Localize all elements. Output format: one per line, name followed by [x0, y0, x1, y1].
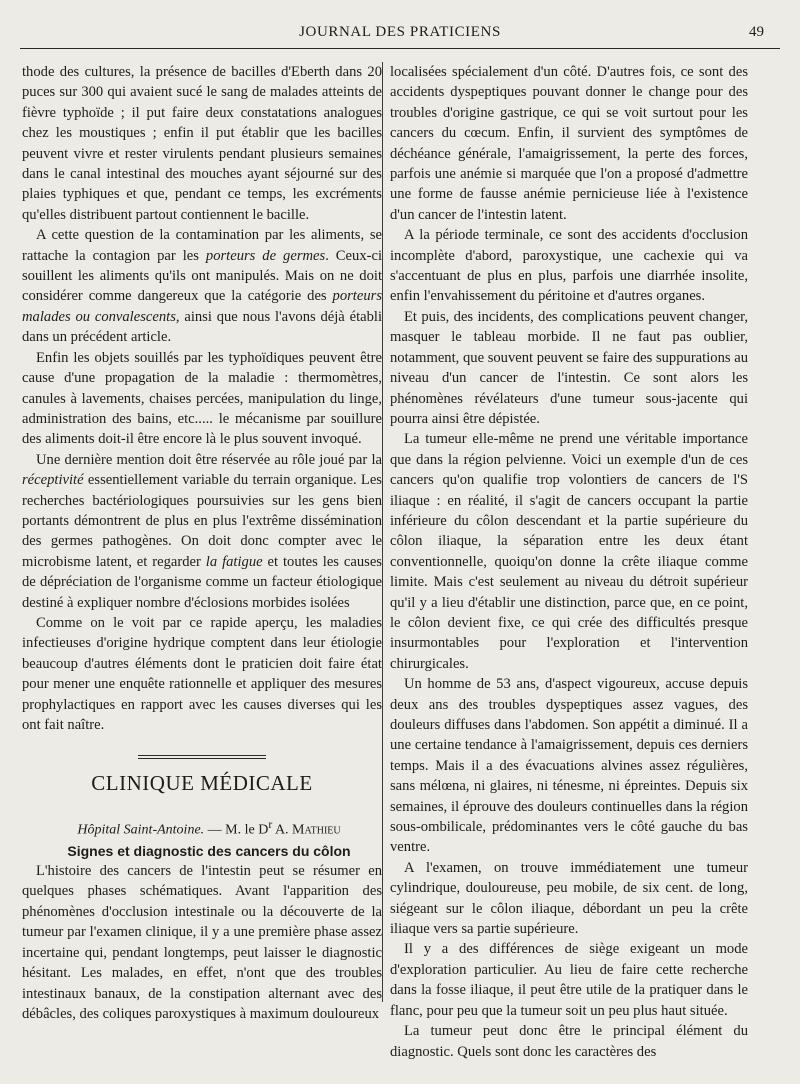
article-source	[22, 815, 382, 841]
paragraph: Un homme de 53 ans, d'aspect vigoureux, accuse depuis deux ans des troubles dyspeptiques assez vagues, des douleurs diffuses dans l'abdomen. Son appétit a diminué. Il a une certaine tendance à l'amaigrissement, depuis ces derniers temps. Mais il a des évacuations alvines assez régulières, sans mélœna, ni glaires, ni ténesme, ni épreintes. Depuis six semaines, il éprouve des douleurs continuelles dans la région sous-ombilicale, prédominantes vers le côté gauche du bas ventre.	[390, 676, 748, 856]
paragraph: A la période terminale, ce sont des accidents d'occlusion incomplète d'abord, paroxystique, une cachexie qui va s'accentuant de plus en plus, parfois une diarrhée insolite, enfin l'envahissement du péritoine et d'autres organes.	[390, 227, 748, 305]
italic-term: réceptivité	[22, 472, 84, 489]
section-title: CLINIQUE MÉDICALE	[91, 771, 313, 796]
text-run: A cette question de la contamination par les aliments, se rattache la contagion par les	[22, 227, 382, 264]
page-header	[20, 20, 780, 46]
paragraph: A l'examen, on trouve immédiatement une tumeur cylindrique, douloureuse, peu mobile, de six cent. de long, siégeant sur le côlon iliaque, débordant un peu la crête iliaque vers sa partie supérieure.	[390, 859, 748, 938]
paragraph: Et puis, des incidents, des complications peuvent changer, masquer le tableau morbide. Il ne faut pas oublier, notamment, que souvent peuvent se faire des suppurations au niveau d'un cancer de l'intestin. Ce sont alors les phénomènes révélateurs d'une tumeur sous-jacente qui pourra ainsi être dépistée.	[390, 308, 748, 427]
header-rule	[20, 48, 780, 49]
author-name: A. Mathieu	[272, 823, 341, 839]
page-number: 49	[749, 24, 764, 40]
paragraph: Enfin les objets souillés par les typhoïdiques peuvent être cause d'une propagation de la maladie : thermomètres, canules à lavements, chaises percées, manipulation du linge, administration des bains, etc..... le mécanisme par souillure des aliments doit-il être encore là le plus souvent invoqué.	[22, 349, 382, 448]
paragraph	[22, 225, 382, 347]
section-separator	[22, 755, 382, 759]
right-column	[390, 62, 748, 1062]
paragraph: L'histoire des cancers de l'intestin peut se résumer en quelques phases schématiques. Avant l'apparition des phénomènes d'occlusion intestinale ou la découverte de la tumeur par l'examen clinique, il y a une première phase assez incertaine qui, pendant longtemps, peut laisser le diagnostic hésitant. Les malades, en effet, n'ont que des troubles intestinaux banaux, de la constipation alternant avec des débâcles, des coliques paroxystiques à maximum douloureux	[22, 863, 382, 1022]
column-divider	[382, 62, 383, 1002]
paragraph: thode des cultures, la présence de bacilles d'Eberth dans 20 puces sur 300 qui avaient sucé le sang de malades atteints de fièvre typhoïde ; il put faire deux constatations analogues chez les moustiques ; enfin il put établir que les bacilles peuvent vivre et rester virulents pendant plusieurs semaines dans le canal intestinal des mouches ayant séjourné sur des plaies typhiques et que, pendant ce temps, les excréments qu'elles distribuent partout contiennent le bacille.	[22, 64, 382, 223]
text-run: . Ceux-ci souillent les aliments qu'ils ont manipulés. Mais on ne doit considérer comme dangereux que la catégorie des	[22, 247, 383, 305]
separator-rule	[138, 758, 266, 759]
separator-rule	[138, 755, 266, 756]
paragraph: La tumeur peut donc être le principal élément du diagnostic. Quels sont donc les caractères des	[390, 1023, 748, 1060]
paragraph: La tumeur elle-même ne prend une véritable importance que dans la région pelvienne. Voici un exemple d'un de ces cancers qu'on qualifie trop volontiers de cancers de l'S iliaque : en réalité, il s'agit de cancers occupant la partie inférieure du côlon descendant et la partie supérieure du côlon iliaque, la séparation entre les deux étant conventionnelle, quoiqu'on donne la crête iliaque comme limite. Mais c'est seulement au niveau du détroit supérieur qu'il y a lieu d'établir une distinction, parce que, en ce point, le côlon devient fixe, ce qui crée des difficultés presque insurmontables pour l'exploration et l'intervention chirurgicales.	[390, 431, 748, 672]
paragraph: localisées spécialement d'un côté. D'autres fois, ce sont des accidents dyspeptiques pouvant donner le change pour des troubles d'origine gastrique, ce qui se voit surtout pour les cancers du cœcum. Enfin, il survient des symptômes de déchéance générale, l'amaigrissement, la perte des forces, parfois une anémie si marquée que l'on a proposé d'admettre une forme de fausse anémie pernicieuse liée à l'existence d'un cancer de l'intestin latent.	[390, 64, 748, 223]
text-run: r	[268, 818, 273, 832]
text-run: , ainsi que nous l'avons déjà établi dans un précédent article.	[22, 308, 383, 346]
text-run: et toutes les causes de dépréciation de l'organisme comme un facteur étiologique destiné à expliquer nombre d'éclosions morbides isolées	[22, 553, 382, 611]
left-column	[22, 62, 382, 1024]
article-title: Signes et diagnostic des cancers du côlon	[67, 843, 351, 860]
italic-term: porteurs de germes	[205, 247, 326, 264]
hospital-name: Hôpital Saint-Antoine.	[77, 823, 205, 839]
italic-term: porteurs malades ou convalescents	[22, 288, 382, 325]
paragraph	[22, 450, 382, 613]
italic-term: la fatigue	[205, 553, 263, 570]
text-run: essentiellement variable du terrain organique. Les recherches bactériologiques poursuivies sur les gens bien portants démontrent de plus en plus l'extrême dissémination des germes pathogènes. On doit donc compter avec le microbisme latent, et regarder	[22, 472, 382, 570]
text-run: Une dernière mention doit être réservée au rôle joué par la	[36, 451, 382, 468]
text-run: — M. le D	[204, 823, 269, 839]
paragraph: Il y a des différences de siège exigeant un mode d'exploration particulier. Au lieu de faire cette recherche dans la fosse iliaque, il peut être utile de la pratiquer dans le flanc, pour peu que la tumeur soit un peu plus haut située.	[390, 941, 748, 1019]
running-title: JOURNAL DES PRATICIENS	[299, 24, 501, 40]
paragraph: Comme on le voit par ce rapide aperçu, les maladies infectieuses d'origine hydrique comptent dans leur étiologie beaucoup d'autres éléments dont le praticien doit faire état pour mener une enquête rationnelle et appliquer des mesures prophylactiques en rapport avec les causes diverses qui les ont fait naître.	[22, 614, 382, 733]
